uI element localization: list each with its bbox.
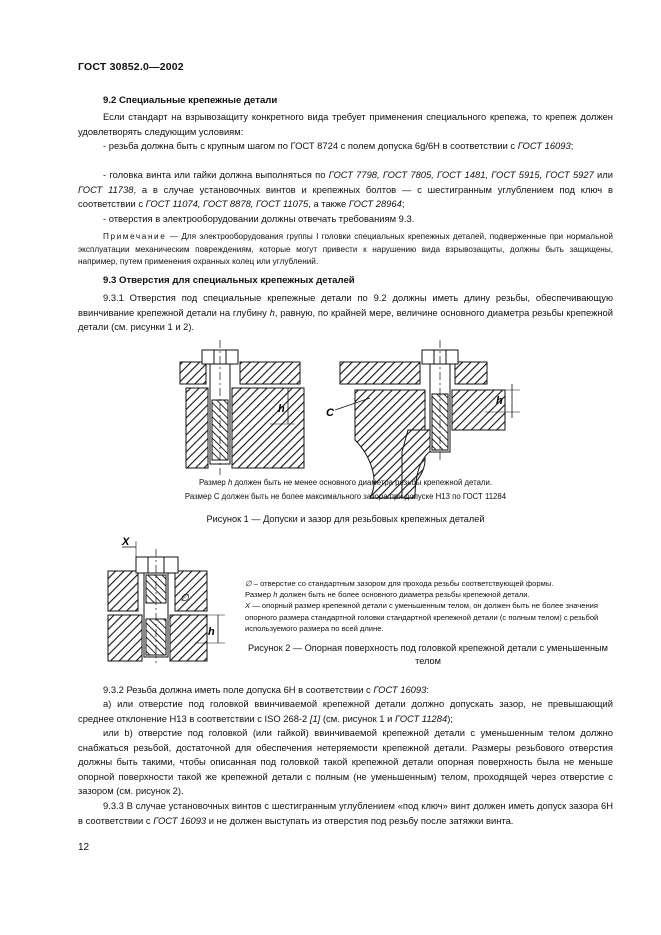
fig1-right-assembly: [326, 340, 520, 498]
clause-9-3-2-b-item: [78, 726, 613, 799]
bullet-head-text-a: - головка винта или гайки должна выполняться по: [103, 169, 329, 180]
note-label: Примечание: [103, 232, 167, 241]
clause-9-3-2-a-item: [78, 697, 613, 726]
ref-gost-16093: ГОСТ 16093: [517, 140, 571, 151]
intro-text: Если стандарт на взрывозащиту конкретного вида требует применения специального крепежа, то крепеж должен удовлетворять следующим условиям:: [78, 111, 613, 137]
item-a-end: );: [447, 712, 453, 724]
clause-9-3-3: [78, 799, 613, 828]
figure-2-caption: Рисунок 2 — Опорная поверхность под головкой крепежной детали с уменьшенным телом: [248, 643, 608, 666]
section-9-3-title: 9.3 Отверстия для специальных крепежных деталей: [103, 275, 355, 286]
clause-9-3-3-ref: ГОСТ 16093: [153, 814, 207, 826]
fig2-legend-1-sym: ∅: [245, 579, 252, 588]
clause-9-3-2: [78, 683, 613, 698]
bullet-head-also: , а также: [308, 198, 349, 210]
figure-2-drawing: [100, 535, 235, 665]
fig1-note-1-h: h: [227, 478, 233, 487]
item-a-ref: [1]: [309, 712, 321, 724]
note-block: [78, 231, 613, 269]
item-a-text-b: (см. рисунок 1 и: [320, 712, 395, 724]
figure-1-drawing: [170, 340, 540, 500]
item-b-text: или b) отверстие под головкой (или гайкой) ввинчиваемой крепежной детали с уменьшенным телом должно снабжаться резьбой, достаточной для обеспечения нетеряемости крепежной детали. Размеры резьбового отверстия должны быть такими, чтобы описанная под головкой такой крепежной детали опорная поверхность была не меньше опорной поверхности такой же крепежной детали с полным (не уменьшенным) телом, проходящей через отверстие с зазором (см. рисунок 2).: [78, 727, 613, 797]
fig2-legend-3: — опорный размер крепежной детали с уменьшенным телом, он должен быть не более значения опорного размера стандартной головки стандартной крепежной детали (с полным телом) с резьбой используемого размера по всей длине.: [245, 601, 599, 633]
fig1-left-assembly: [180, 340, 304, 475]
clause-9-3-2-a: 9.3.2 Резьба должна иметь поле допуска 6Н в соответствии с: [103, 684, 374, 695]
bullet-thread-end: ;: [570, 140, 574, 151]
bullet-head-text-b: , а в случае установочных винтов и крепежных болтов — с шестигранным углублением под ключ в соответствии с: [78, 183, 613, 210]
fig2-label-h: h: [208, 626, 215, 638]
fig2-legend-2-b: должен быть не более основного диаметра резьбы крепежной детали.: [277, 590, 530, 600]
note-text: — Для электрооборудования группы I головки специальных крепежных деталей, подверженные при нормальной эксплуатации механическим повреждениям, которые могут привести к нарушению вида взрывозащиты, должны быть защищены, например, путем применения охранных колец или углублений.: [78, 232, 613, 267]
fig2-legend: [245, 578, 613, 634]
fig1-note-1-a: Размер: [198, 478, 228, 487]
fig1-note-2: Размер С должен быть не более максимального зазора при допуске Н13 по ГОСТ 11284: [184, 492, 507, 501]
figure-1-caption: Рисунок 1 — Допуски и зазор для резьбовых крепежных деталей: [206, 514, 485, 524]
clause-9-3-2-end: :: [426, 684, 429, 695]
clause-9-3-1-h: h: [269, 306, 275, 318]
fig2-legend-1: – отверстие со стандартным зазором для прохода резьбы соответствующей формы.: [251, 579, 554, 588]
fig2-label-x: X: [122, 536, 130, 548]
item-a-ref2: ГОСТ 11284: [394, 712, 448, 724]
clause-9-3-1-b: , равную, по крайней мере, величине основного диаметра резьбы крепежной детали (см. рисунки 1 и 2).: [78, 306, 613, 333]
item-a-text: а) или отверстие под головкой ввинчиваемой крепежной детали должно допускать зазор, не превышающий среднее отклонение Н13 в соответствии с ISO 268-2: [78, 698, 613, 724]
fig1-label-h: h: [278, 403, 285, 415]
clause-9-3-2-ref: ГОСТ 16093: [373, 684, 427, 695]
bullet-thread-text: - резьба должна быть с крупным шагом по ГОСТ 8724 с полем допуска 6g/6H в соответствии с: [103, 140, 518, 151]
bullet-head-or: или: [593, 169, 613, 180]
ref-gost-28964: ГОСТ 28964: [348, 198, 402, 210]
fig1-note-1-b: должен быть не менее основного диаметра резьбы крепежной детали.: [232, 478, 493, 487]
bullet-thread: [78, 139, 613, 154]
ref-gost-socket: ГОСТ 11074, ГОСТ 8878, ГОСТ 11075: [145, 198, 309, 210]
clause-9-3-1: [78, 291, 613, 335]
bullet-holes: [78, 212, 613, 227]
fig2-legend-2-h: h: [273, 590, 278, 600]
fig1-note-1: [78, 478, 613, 487]
clause-9-3-1-a: 9.3.1 Отверстия под специальные крепежные детали по 9.2 должны иметь длину резьбы, обеспечивающую ввинчивание крепежной детали на глубину: [78, 292, 613, 318]
fig2-legend-3-sym: X: [245, 601, 251, 611]
fig2-legend-2-a: Размер: [245, 590, 274, 600]
document-header: ГОСТ 30852.0—2002: [78, 61, 184, 73]
section-9-2-intro: [78, 110, 613, 139]
clause-9-3-3-b: и не должен выступать из отверстия под резьбу после затяжки винта.: [206, 814, 514, 826]
fig1-label-h2: h: [496, 395, 503, 407]
bullet-head-end: ;: [401, 198, 405, 210]
clause-9-3-3-a: 9.3.3 В случае установочных винтов с шестигранным углублением «под ключ» винт должен иметь допуск зазора 6Н в соответствии с: [78, 800, 613, 826]
section-9-2-title: 9.2 Специальные крепежные детали: [103, 95, 278, 106]
ref-gost-11738: ГОСТ 11738: [78, 183, 134, 195]
page-number: 12: [78, 842, 90, 853]
fig1-label-c: C: [326, 407, 334, 419]
fig2-label-o: ∅: [180, 593, 189, 604]
ref-gost-head: ГОСТ 7798, ГОСТ 7805, ГОСТ 1481, ГОСТ 5915, ГОСТ 5927: [328, 169, 594, 180]
bullet-head: [78, 168, 613, 212]
bullet-holes-text: - отверстия в электрооборудовании должны отвечать требованиям 9.3.: [103, 213, 415, 224]
